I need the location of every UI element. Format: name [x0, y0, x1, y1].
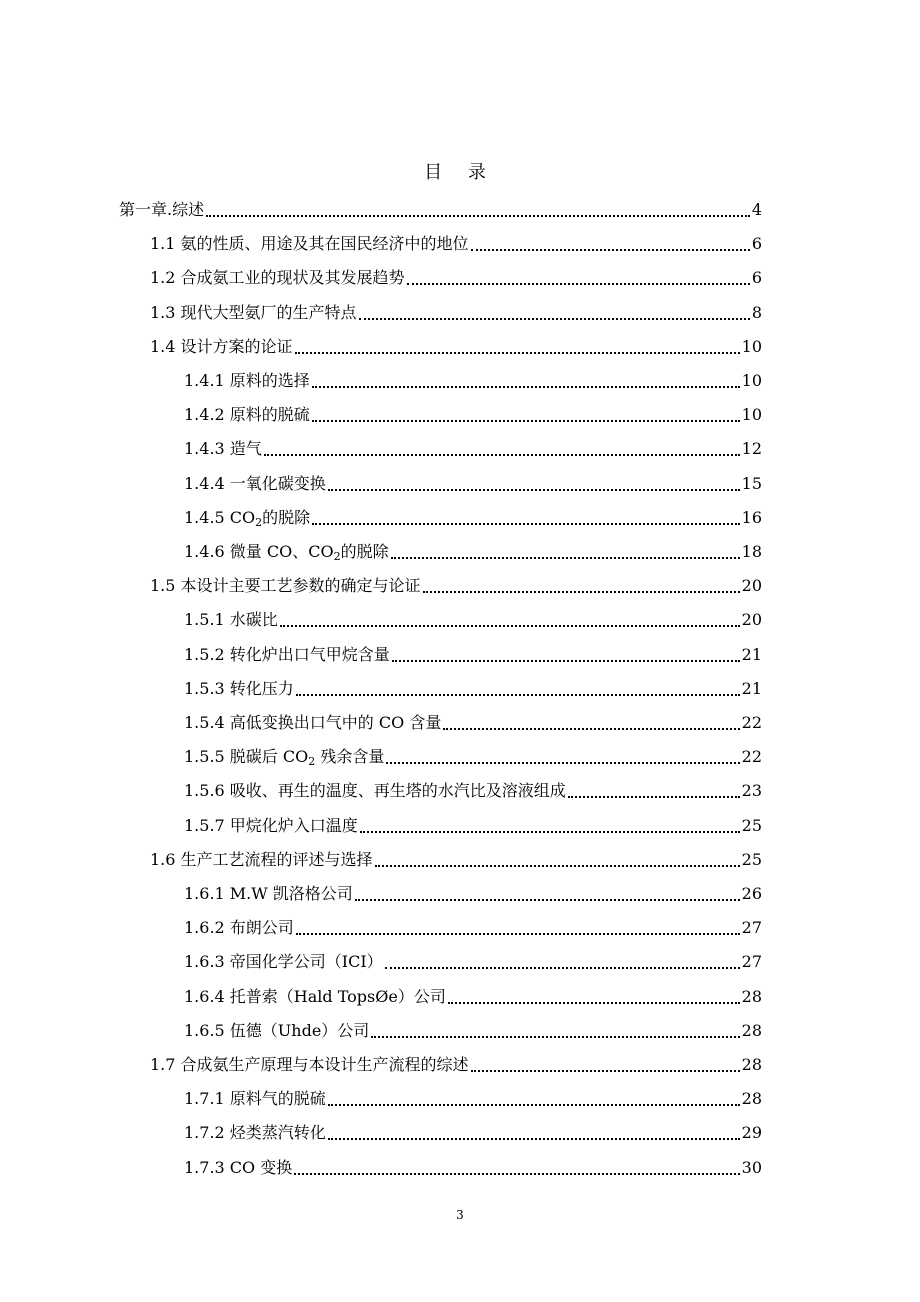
- toc-page-number: 15: [741, 473, 762, 493]
- toc-entry-title: 1.6.1 M.W 凯洛格公司: [184, 884, 353, 903]
- toc-entry-title: 第一章.综述: [119, 200, 205, 219]
- dot-leader: [264, 454, 740, 456]
- toc-page-number: 10: [741, 371, 762, 390]
- toc-entry[interactable]: [184, 537, 762, 567]
- toc-entry-title: 1.1 氨的性质、用途及其在国民经济中的地位: [150, 234, 469, 254]
- dot-leader: [295, 352, 740, 354]
- toc-page-number: 12: [741, 439, 762, 459]
- toc-entry-title: 1.2 合成氨工业的现状及其发展趋势: [150, 268, 405, 288]
- toc-entry[interactable]: [184, 640, 762, 670]
- toc-page-number: 28: [741, 1020, 762, 1040]
- toc-page-number: 20: [741, 576, 762, 596]
- toc-page-number: 22: [741, 747, 762, 767]
- toc-page-number: 16: [741, 507, 762, 527]
- toc-entry[interactable]: [150, 263, 762, 293]
- dot-leader: [448, 1002, 740, 1004]
- toc-page-number: 27: [741, 918, 762, 938]
- dot-leader: [471, 249, 750, 251]
- toc-entry[interactable]: [184, 469, 762, 499]
- toc-entry-title: 1.4.3 造气: [184, 439, 262, 459]
- toc-page-number: 28: [741, 986, 762, 1006]
- toc-entry[interactable]: [184, 947, 762, 977]
- dot-leader: [355, 899, 740, 901]
- toc-entry[interactable]: [150, 1050, 762, 1080]
- toc-page-number: 30: [741, 1157, 762, 1177]
- toc-entry-title: 1.4.6 微量 CO、$CO_2$的脱除: [184, 542, 389, 563]
- dot-leader: [359, 318, 750, 320]
- toc-page-number: 26: [741, 884, 762, 903]
- toc-entry[interactable]: [184, 1153, 762, 1183]
- dot-leader: [407, 283, 750, 285]
- toc-page-number: 25: [741, 849, 762, 869]
- dot-leader: [206, 215, 750, 217]
- toc-entry-title: 1.4.5 $CO_2$的脱除: [184, 507, 311, 529]
- toc-entry-title: 1.5.1 水碳比: [184, 610, 278, 630]
- toc-page-number: 23: [741, 781, 762, 801]
- dot-leader: [385, 967, 740, 969]
- toc-entry-title: 1.6.5 伍德（Uhde）公司: [184, 1020, 370, 1040]
- toc-entry[interactable]: [150, 298, 762, 328]
- toc-entry[interactable]: [184, 776, 762, 806]
- toc-entry[interactable]: [184, 400, 762, 430]
- toc-page-number: 10: [741, 336, 762, 356]
- toc-entry[interactable]: [184, 1084, 762, 1114]
- toc-entry-title: 1.3 现代大型氨厂的生产特点: [150, 302, 357, 322]
- dot-leader: [312, 523, 739, 525]
- toc-entry[interactable]: [184, 503, 762, 533]
- dot-leader: [375, 865, 740, 867]
- toc-page-number: 6: [751, 234, 762, 254]
- toc-page-number: 20: [741, 610, 762, 630]
- dot-leader: [568, 796, 740, 798]
- toc-entry[interactable]: [184, 982, 762, 1012]
- toc-entry[interactable]: [150, 229, 762, 259]
- dot-leader: [423, 591, 740, 593]
- toc-page-number: 4: [751, 200, 762, 219]
- toc-entry[interactable]: [150, 332, 762, 362]
- toc-entry-title: 1.6.3 帝国化学公司（ICI）: [184, 952, 383, 972]
- toc-entry-title: 1.4 设计方案的论证: [150, 336, 293, 356]
- toc-entry[interactable]: [184, 434, 762, 464]
- page-title: 目 录: [424, 162, 496, 183]
- toc-entry[interactable]: [150, 845, 762, 875]
- toc-entry[interactable]: [184, 913, 762, 943]
- toc-entry-title: 1.7.1 原料气的脱硫: [184, 1089, 326, 1109]
- toc-entry-title: 1.6 生产工艺流程的评述与选择: [150, 849, 373, 869]
- dot-leader: [443, 728, 739, 730]
- toc-page-number: 10: [741, 405, 762, 425]
- toc-entry[interactable]: [184, 366, 762, 396]
- toc-page-number: 28: [741, 1055, 762, 1074]
- toc-page-number: 28: [741, 1089, 762, 1109]
- dot-leader: [328, 489, 740, 491]
- dot-leader: [296, 694, 740, 696]
- toc-entry[interactable]: [184, 708, 762, 738]
- toc-entry[interactable]: [184, 1016, 762, 1046]
- toc-entry-title: 1.4.2 原料的脱硫: [184, 405, 310, 425]
- toc-entry[interactable]: [119, 195, 762, 225]
- dot-leader: [391, 557, 740, 559]
- toc-entry-title: 1.6.4 托普索（Hald TopsØe）公司: [184, 986, 446, 1006]
- toc-entry-title: 1.5 本设计主要工艺参数的确定与论证: [150, 576, 421, 596]
- toc-entry-title: 1.5.6 吸收、再生的温度、再生塔的水汽比及溶液组成: [184, 781, 566, 801]
- toc-entry-title: 1.7.2 烃类蒸汽转化: [184, 1123, 326, 1143]
- dot-leader: [360, 831, 740, 833]
- dot-leader: [312, 386, 740, 388]
- toc-entry-title: 1.4.1 原料的选择: [184, 371, 310, 390]
- dot-leader: [371, 1036, 739, 1038]
- toc-entry[interactable]: [184, 811, 762, 841]
- toc-entry-title: 1.5.4 高低变换出口气中的 CO 含量: [184, 713, 442, 732]
- toc-entry[interactable]: [150, 571, 762, 601]
- toc-entry[interactable]: [184, 605, 762, 635]
- dot-leader: [392, 660, 740, 662]
- toc-page-number: 25: [741, 815, 762, 835]
- dot-leader: [294, 1173, 739, 1175]
- toc-page-number: 8: [751, 302, 762, 322]
- toc-entry-title: 1.4.4 一氧化碳变换: [184, 473, 326, 493]
- toc-page-number: 27: [741, 952, 762, 972]
- toc-entry-title: 1.5.5 脱碳后 $CO_2$ 残余含量: [184, 747, 385, 769]
- toc-entry[interactable]: [184, 742, 762, 772]
- toc-entry-title: 1.5.3 转化压力: [184, 678, 294, 698]
- toc-page-number: 29: [741, 1123, 762, 1143]
- dot-leader: [312, 420, 740, 422]
- toc-page-number: 22: [741, 713, 762, 732]
- toc-entry[interactable]: [184, 674, 762, 704]
- toc-page-number: 18: [741, 542, 762, 561]
- toc-entry-title: 1.5.2 转化炉出口气甲烷含量: [184, 644, 390, 664]
- toc-entry[interactable]: [184, 1118, 762, 1148]
- toc-page-number: 6: [751, 268, 762, 288]
- dot-leader: [296, 933, 740, 935]
- toc-entry-title: 1.6.2 布朗公司: [184, 918, 294, 938]
- toc-entry-title: 1.5.7 甲烷化炉入口温度: [184, 815, 358, 835]
- toc-entry-title: 1.7.3 CO 变换: [184, 1157, 293, 1177]
- dot-leader: [280, 625, 740, 627]
- toc-entry-title: 1.7 合成氨生产原理与本设计生产流程的综述: [150, 1055, 469, 1074]
- toc-entry[interactable]: [184, 879, 762, 909]
- dot-leader: [328, 1138, 740, 1140]
- dot-leader: [386, 762, 739, 764]
- toc-page-number: 21: [741, 644, 762, 664]
- toc-page-number: 21: [741, 678, 762, 698]
- page-number: 3: [456, 1208, 464, 1222]
- dot-leader: [471, 1070, 740, 1072]
- dot-leader: [328, 1104, 740, 1106]
